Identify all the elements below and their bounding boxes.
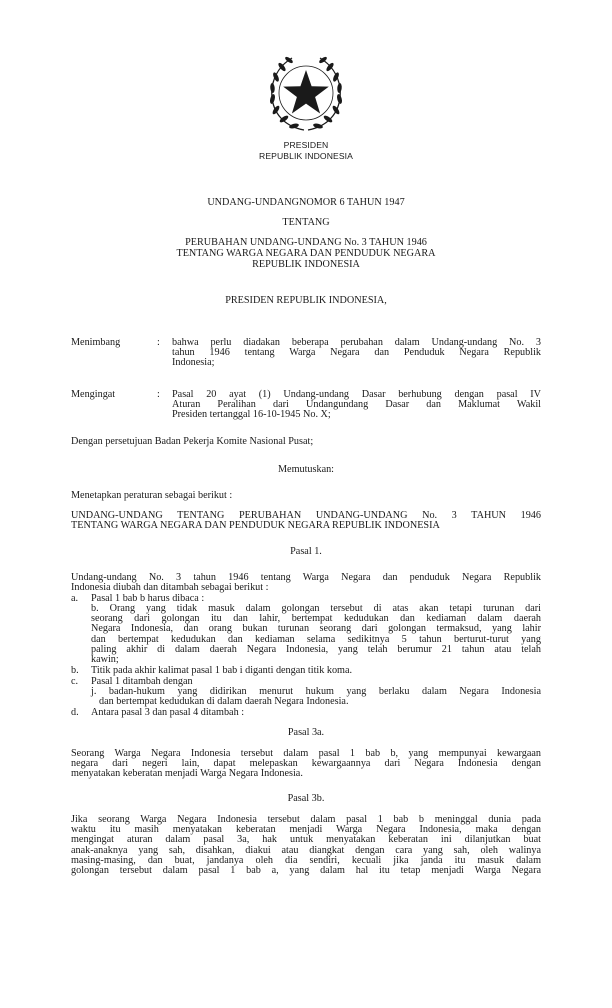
mengingat-line-1: Pasal 20 ayat (1) Undang-undang Dasar berhubung dengan pasal IV (172, 389, 541, 400)
menimbang-line-2: tahun 1946 tentang Warga Negara dan Penduduk Negara Republik (172, 347, 541, 359)
menimbang-label: Menimbang (71, 337, 121, 348)
item-c-marker: c. (71, 676, 79, 687)
approval-text: Dengan persetujuan Badan Pekerja Komite Nasional Pusat; (71, 436, 314, 447)
pasal-3a-line-3: menyatakan keberatan menjadi Warga Negara Indonesia. (71, 768, 303, 780)
pasal-3b-line-3: mengingat aturan dalam pasal 3a, hak untuk menyatakan keberatan ini dilanjutkan buat (71, 834, 541, 846)
item-c-sub-line-2: dan bertempat kedudukan di dalam daerah Negara Indonesia. (99, 696, 349, 708)
item-a-sub-line-5: paling akhir di dalam daerah Negara Indonesia, yang telah berumur 21 tahun atau telah (91, 643, 541, 655)
header-republic: REPUBLIK INDONESIA (259, 151, 353, 161)
law-number-title: UNDANG-UNDANGNOMOR 6 TAHUN 1947 (207, 197, 405, 208)
menimbang-colon: : (157, 337, 160, 348)
law-title-line-1: UNDANG-UNDANG TENTANG PERUBAHAN UNDANG-UNDANG No. 3 TAHUN 1946 (71, 510, 541, 521)
pasal-3a-line-1: Seorang Warga Negara Indonesia tersebut dalam pasal 1 bab b, yang mempunyai kewargaan (71, 748, 541, 759)
item-c-sub (91, 687, 541, 707)
pasal-3b-line-4: anak-anaknya yang sah, disahkan, diakui atau diangkat dengan cara yang sah, oleh walinya (71, 844, 541, 856)
subject-line-1: PERUBAHAN UNDANG-UNDANG No. 3 TAHUN 1946 (185, 237, 427, 248)
item-a-sub-line-4: dan bertempat kedudukan dan kediaman selama sedikitnya 5 tahun berturut-turut yang (91, 633, 541, 645)
memutuskan-heading: Memutuskan: (277, 464, 335, 475)
item-b-marker: b. (71, 665, 79, 676)
pasal-3b-line-2: waktu itu masih menyatakan keberatan menjadi Warga Negara Indonesia, maka dengan (71, 824, 541, 836)
pasal-3b-heading: Pasal 3b. (287, 793, 325, 804)
pasal-3a-heading: Pasal 3a. (287, 727, 325, 738)
menimbang-text (172, 338, 541, 369)
pasal-3b-line-1: Jika seorang Warga Negara Indonesia tersebut dalam pasal 1 bab b meninggal dunia pada (71, 814, 541, 825)
item-d-text: Antara pasal 3 dan pasal 4 ditambah : (91, 707, 245, 718)
pasal-1-intro (71, 573, 541, 593)
subject-line-2: TENTANG WARGA NEGARA DAN PENDUDUK NEGARA (176, 248, 436, 259)
presidential-star-emblem-icon (264, 52, 348, 136)
pasal-3b-line-6: golongan tersebut dalam pasal 1 bab a, yang dalam hal itu tetap menjadi Warga Negara (71, 865, 541, 877)
subject-line-3: REPUBLIK INDONESIA (252, 259, 360, 270)
item-a-marker: a. (71, 593, 79, 604)
item-a-sub-line-3: Negara Indonesia, dan orang bukan turunan seorang dari golongan termaksud, yang lahir (91, 623, 541, 635)
menimbang-line-1: bahwa perlu diadakan beberapa perubahan dalam Undang-undang No. 3 (172, 337, 541, 348)
tentang-heading: TENTANG (282, 217, 330, 228)
mengingat-line-2: Aturan Peralihan dari Undangundang Dasar dan Maklumat Wakil (172, 399, 541, 411)
pasal-1-heading: Pasal 1. (290, 546, 322, 557)
item-d-marker: d. (71, 707, 79, 718)
pasal-3b-text (71, 815, 541, 876)
pasal-3a-line-2: negara dari negeri lain, dapat melepaskan kewargaannya dari Negara Indonesia dengan (71, 758, 541, 770)
item-a-sub-line-6: kawin; (91, 654, 119, 666)
item-a-sub-line-1: b. Orang yang tidak masuk dalam golongan tersebut di atas akan tetapi turunan dari (91, 603, 541, 614)
law-title-line-2: TENTANG WARGA NEGARA DAN PENDUDUK NEGARA REPUBLIK INDONESIA (71, 520, 440, 532)
header-president: PRESIDEN (283, 140, 329, 150)
law-title-block (71, 511, 541, 531)
item-a-sub-line-2: seorang dari golongan itu dan lahir, bertempat kedudukan dan kediaman dalam daerah (91, 613, 541, 625)
item-c-text: Pasal 1 ditambah dengan (91, 676, 193, 687)
pasal-3a-text (71, 749, 541, 780)
mengingat-line-3: Presiden tertanggal 16-10-1945 No. X; (172, 409, 331, 421)
mengingat-colon: : (157, 389, 160, 400)
issuer-heading: PRESIDEN REPUBLIK INDONESIA, (225, 295, 387, 306)
item-a-text: Pasal 1 bab b harus dibaca : (91, 593, 205, 604)
mengingat-text (172, 390, 541, 421)
pasal-1-intro-line-1: Undang-undang No. 3 tahun 1946 tentang Warga Negara dan penduduk Negara Republik (71, 572, 541, 583)
item-b-text: Titik pada akhir kalimat pasal 1 bab i diganti dengan titik koma. (91, 665, 353, 676)
menimbang-line-3: Indonesia; (172, 357, 215, 369)
menetapkan-text: Menetapkan peraturan sebagai berikut : (71, 490, 233, 501)
mengingat-label: Mengingat (71, 389, 116, 400)
pasal-3b-line-5: masing-masing, dan buat, jandanya oleh dia sendiri, kecuali jika janda itu masuk dalam (71, 854, 541, 866)
item-a-sub (91, 604, 541, 665)
pasal-1-intro-line-2: Indonesia diubah dan ditambah sebagai berikut : (71, 582, 269, 594)
item-c-sub-line-1: j. badan-hukum yang didirikan menurut hukum yang berlaku dalam Negara Indonesia (91, 686, 541, 697)
